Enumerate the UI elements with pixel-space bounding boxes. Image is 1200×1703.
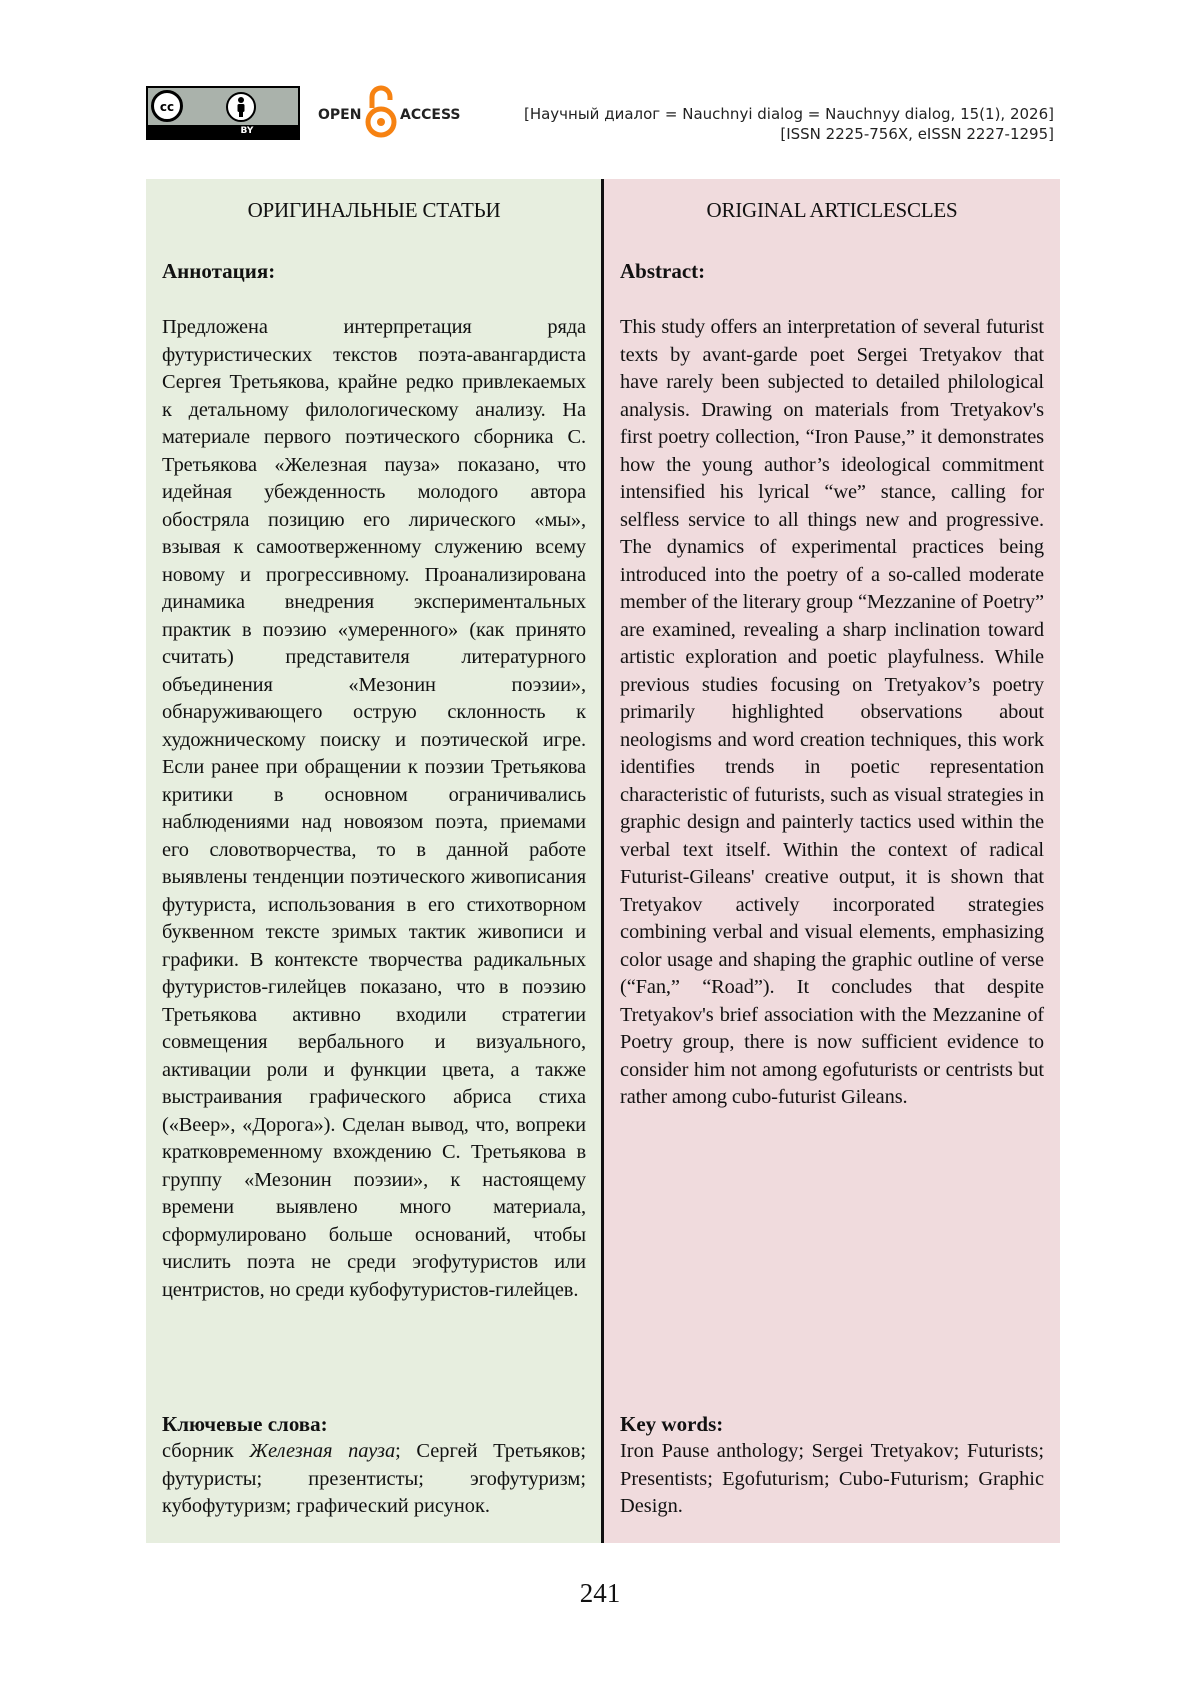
russian-keywords-rest: ; Сергей Третьяков; футуристы; презентисты; эгофутуризм; кубофутуризм; графический рисунок. (162, 1440, 586, 1517)
open-access-logo[interactable] (318, 84, 461, 140)
russian-section-title: ОРИГИНАЛЬНЫЕ СТАТЬИ (247, 198, 501, 222)
russian-keywords-prefix: сборник (162, 1440, 250, 1462)
russian-keywords-italic: Железная пауза (249, 1440, 396, 1462)
english-keywords-label: Key words: (620, 1412, 724, 1436)
russian-keywords-label: Ключевые слова: (162, 1412, 328, 1436)
english-keywords (620, 1410, 1044, 1521)
english-abstract-column (604, 179, 1060, 1543)
open-access-lock-icon (365, 84, 397, 140)
english-abstract-label: Abstract: (620, 259, 706, 283)
open-access-open-text: OPEN (318, 107, 362, 123)
english-keywords-text: Iron Pause anthology; Sergei Tretyakov; Futurists; Presentists; Egofuturism; Cubo-Futurism; Graphic Design. (620, 1440, 1044, 1517)
svg-text:cc: cc (159, 100, 175, 114)
russian-keywords (162, 1410, 586, 1521)
journal-reference (524, 104, 1054, 144)
russian-abstract-column (146, 179, 602, 1543)
journal-citation: [Научный диалог = Nauchnyi dialog = Nauchnyy dialog, 15(1), 2026] (523, 105, 1054, 123)
page-number: 241 (579, 1578, 621, 1608)
english-abstract-text: This study offers an interpretation of several futurist texts by avant-garde poet Sergei Tretyakov that have rarely been subjected to detailed philological analysis. Drawing on materials from Tretyakov's first poetry collection, “Iron Pause,” it demonstrates how the young author’s ideological commitment intensified his lyrical “we” stance, calling for selfless service to all things new and progressive. The dynamics of experimental practices being introduced into the poetry of a so-called moderate member of the literary group “Mezzanine of Poetry” are examined, revealing a sharp inclination toward artistic exploration and poetic playfulness. While previous studies focusing on Tretyakov’s poetry primarily highlighted observations about neologisms and word creation techniques, this work identifies trends in poetic representation characteristic of futurists, such as visual strategies in graphic design and painterly tactics used within the verbal text itself. Within the context of radical Futurist-Gileans' creative output, it is shown that Tretyakov actively incorporated strategies combining verbal and visual elements, emphasizing color usage and shaping the graphic outline of verse (“Fan,” “Road”). It concludes that despite Tretyakov's brief association with the Mezzanine of Poetry group, there is now sufficient evidence to consider him not among egofuturists or centrists but rather among cubo-futurist Gileans. (620, 316, 1044, 1108)
russian-keywords-text (162, 1438, 586, 1521)
attribution-person-icon (226, 92, 256, 122)
english-section-title: ORIGINAL ARTICLESCLES (706, 198, 958, 222)
russian-abstract-text: Предложена интерпретация ряда футуристических текстов поэта-авангардиста Сергея Третьякова, крайне редко привлекаемых к детальному филологическому анализу. На материале первого поэтического сборника С. Третьякова «Железная пауза» показано, что идейная убежденность молодого автора обостряла позицию его лирического «мы», взывая к самоотверженному служению всему новому и прогрессивному. Проанализирована динамика внедрения экспериментальных практик в поэзию «умеренного» (как принято считать) представителя литературного объединения «Мезонин поэзии», обнаруживающего острую склонность к художническому поиску и поэтической игре. Если ранее при обращении к поэзии Третьякова критики в основном ограничивались наблюдениями над новоязом поэта, приемами его словотворчества, то в данной работе выявлены тенденции поэтического живописания футуриста, использования в его стихотворном буквенном тексте зримых тактик живописи и графики. В контексте творчества радикальных футуристов-гилейцев показано, что в поэзию Третьякова активно входили стратегии совмещения вербального и визуального, активации роли и функции цвета, а также выстраивания графического абриса стиха («Веер», «Дорога»). Сделан вывод, что, вопреки кратковременному вхождению С. Третьякова в группу «Мезонин поэзии», к настоящему времени выявлено много материала, сформулировано больше оснований, чтобы числить поэта не среди эгофутуристов или центристов, но среди кубофутуристов-гилейцев. (162, 316, 586, 1301)
journal-issn: [ISSN 2225-756X, eISSN 2227-1295] (780, 125, 1054, 143)
russian-abstract-label: Аннотация: (162, 259, 276, 283)
open-access-access-text: ACCESS (400, 107, 461, 123)
license-by-label: BY (148, 125, 298, 138)
creative-commons-icon (151, 90, 183, 122)
cc-by-license-badge[interactable] (146, 86, 300, 140)
